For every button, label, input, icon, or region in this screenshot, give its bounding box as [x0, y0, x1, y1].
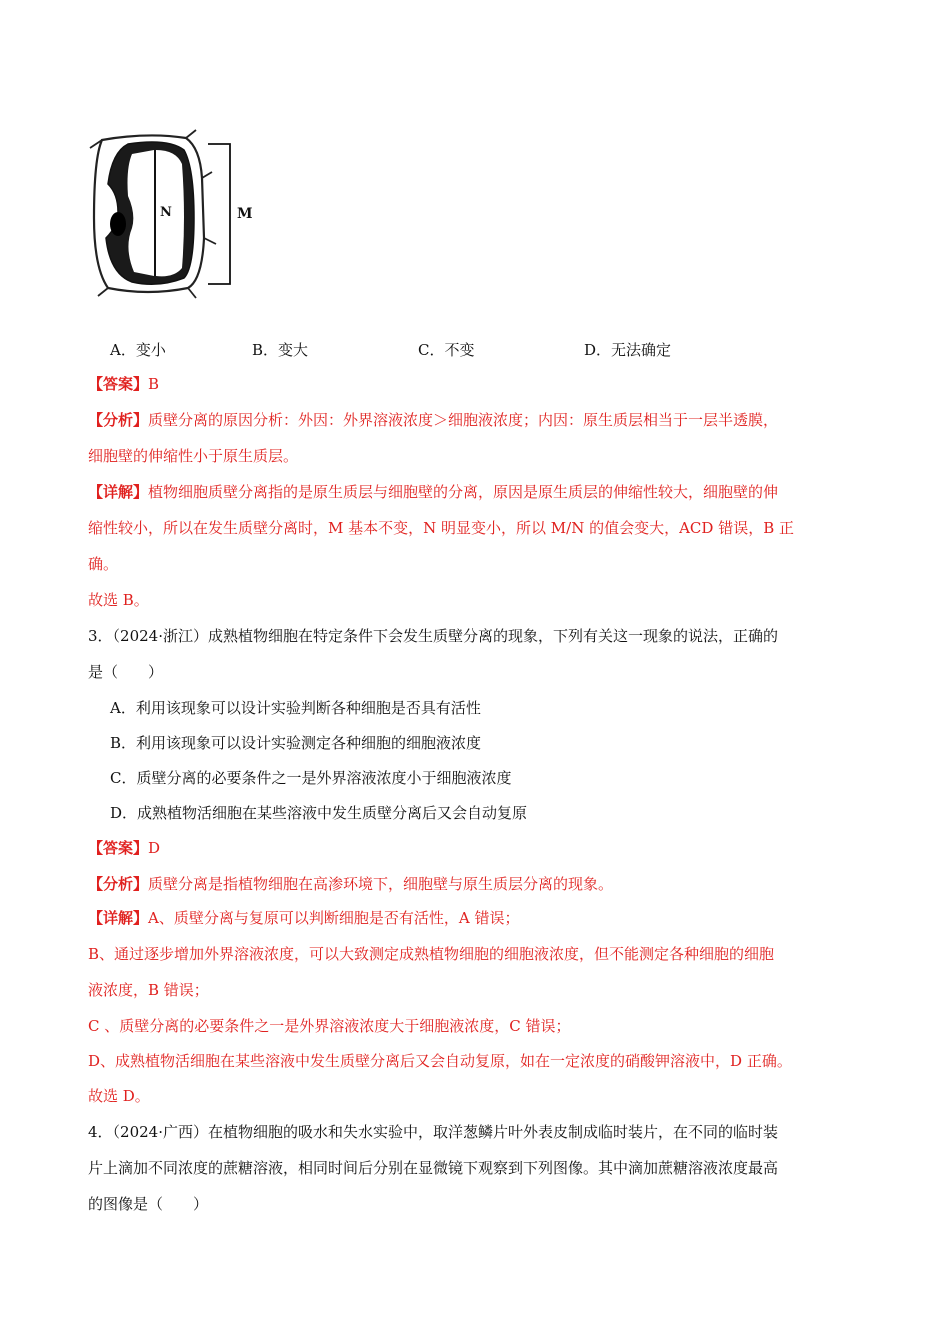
q3-conclusion: 故选 D。 — [88, 1087, 150, 1105]
q3-detail-b-cont: 液浓度，B 错误； — [88, 981, 209, 999]
q2-analysis-cont: 细胞壁的伸缩性小于原生质层。 — [88, 447, 299, 465]
q3-option-b: B．利用该现象可以设计实验测定各种细胞的细胞液浓度 — [110, 734, 482, 752]
answer-tag: 【答案】 — [88, 375, 149, 393]
q2-detail-cont: 缩性较小，所以在发生质壁分离时，M 基本不变，N 明显变小，所以 M/N 的值会变大，ACD 错误，B 正 — [88, 519, 794, 537]
detail-text: 植物细胞质壁分离指的是原生质层与细胞壁的分离，原因是原生质层的伸缩性较大，细胞壁的伸 — [148, 483, 779, 501]
answer-value: B — [148, 375, 160, 393]
q3-answer — [88, 838, 868, 858]
cell-diagram — [88, 128, 258, 300]
analysis-text: 质壁分离的原因分析：外因：外界溶液浓度＞细胞液浓度；内因：原生质层相当于一层半透膜， — [148, 411, 779, 429]
q3-detail-c: C 、质壁分离的必要条件之一是外界溶液浓度大于细胞液浓度，C 错误； — [88, 1017, 571, 1035]
q2-detail-cont2: 确。 — [88, 555, 119, 573]
q3-stem: 3．（2024·浙江）成熟植物细胞在特定条件下会发生质壁分离的现象，下列有关这一现象的说法，正确的 — [88, 627, 778, 645]
answer-tag: 【答案】 — [88, 839, 149, 857]
q3-option-a: A．利用该现象可以设计实验判断各种细胞是否具有活性 — [110, 699, 481, 717]
q3-analysis — [88, 874, 868, 894]
q2-analysis — [88, 410, 868, 430]
q2-option-a: A．变小 — [110, 341, 166, 359]
q2-option-b: B．变大 — [252, 341, 309, 359]
q3-detail — [88, 908, 868, 928]
q4-stem: 4．（2024·广西）在植物细胞的吸水和失水实验中，取洋葱鳞片叶外表皮制成临时装片，在不同的临时装 — [88, 1123, 778, 1141]
q3-detail-b: B、通过逐步增加外界溶液浓度，可以大致测定成熟植物细胞的细胞液浓度，但不能测定各种细胞的细胞 — [88, 945, 775, 963]
analysis-text: 质壁分离是指植物细胞在高渗环境下，细胞壁与原生质层分离的现象。 — [148, 875, 614, 893]
detail-tag: 【详解】 — [88, 483, 149, 501]
q3-stem-cont: 是（ ） — [88, 663, 164, 681]
q2-detail — [88, 482, 868, 502]
q4-stem-cont2: 的图像是（ ） — [88, 1195, 209, 1213]
label-m: M — [237, 206, 253, 222]
detail-text: A、质壁分离与复原可以判断细胞是否有活性，A 错误； — [148, 909, 520, 927]
q2-answer — [88, 374, 868, 394]
analysis-tag: 【分析】 — [88, 411, 149, 429]
q2-conclusion: 故选 B。 — [88, 591, 149, 609]
analysis-tag: 【分析】 — [88, 875, 149, 893]
label-n: N — [160, 205, 172, 220]
q3-detail-d: D、成熟植物活细胞在某些溶液中发生质壁分离后又会自动复原，如在一定浓度的硝酸钾溶液中，D 正确。 — [88, 1052, 792, 1070]
q4-stem-cont: 片上滴加不同浓度的蔗糖溶液，相同时间后分别在显微镜下观察到下列图像。其中滴加蔗糖溶液浓度最高 — [88, 1159, 779, 1177]
detail-tag: 【详解】 — [88, 909, 149, 927]
q3-option-c: C．质壁分离的必要条件之一是外界溶液浓度小于细胞液浓度 — [110, 769, 512, 787]
answer-value: D — [148, 839, 161, 857]
q2-option-d: D．无法确定 — [584, 341, 672, 359]
q3-option-d: D．成熟植物活细胞在某些溶液中发生质壁分离后又会自动复原 — [110, 804, 528, 822]
nucleus — [110, 212, 126, 236]
q2-option-c: C．不变 — [418, 341, 475, 359]
